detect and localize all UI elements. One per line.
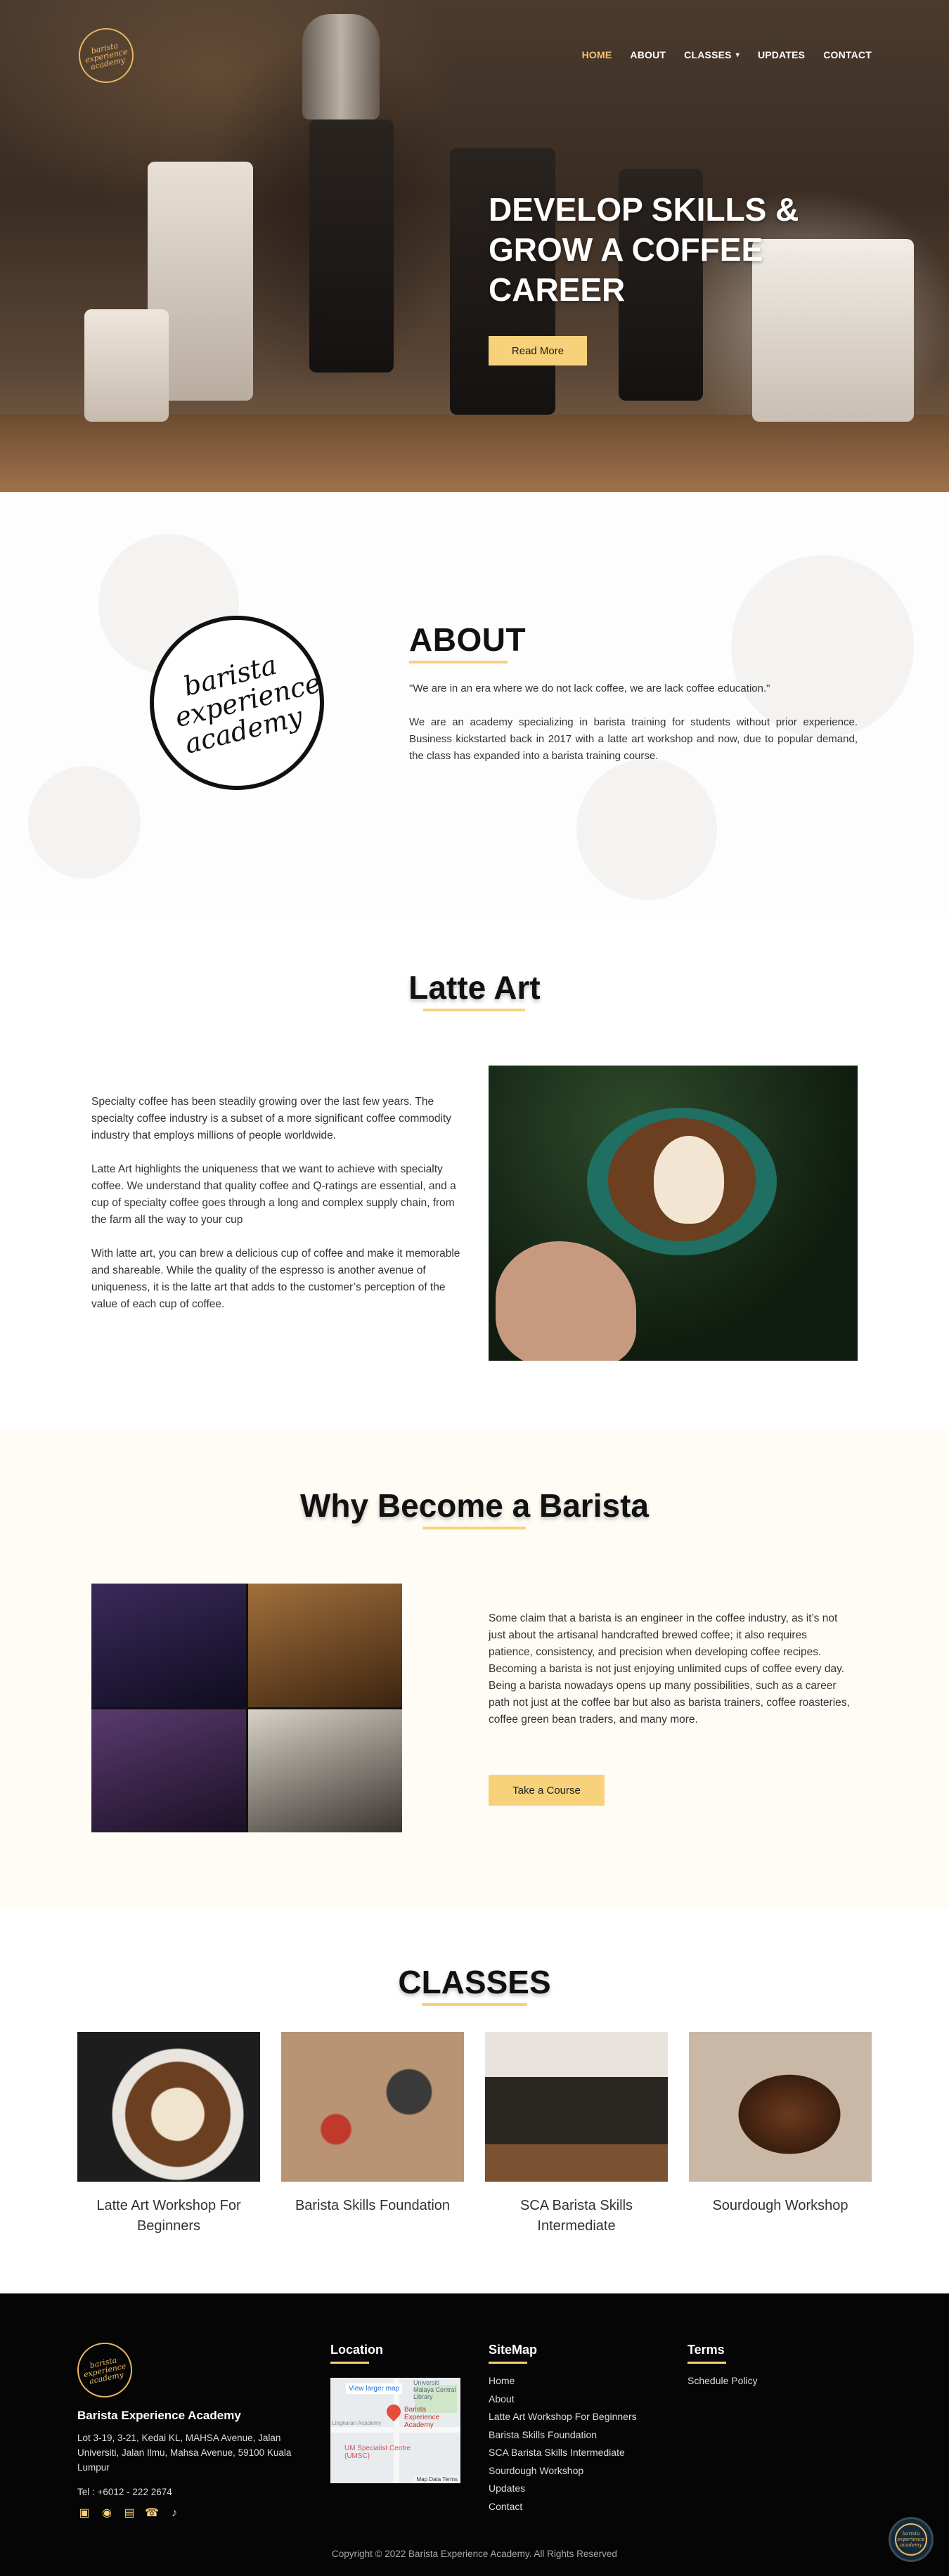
nav-classes[interactable] bbox=[684, 49, 740, 60]
why-barista-heading: Why Become a Barista bbox=[300, 1487, 649, 1524]
footer-logo-text: barista experience academy bbox=[82, 2355, 127, 2386]
map-road-label: Lingkaran Academy bbox=[332, 2420, 382, 2426]
latte-art-photo bbox=[489, 1066, 858, 1361]
top-nav bbox=[0, 0, 949, 112]
latte-art-text bbox=[91, 1094, 464, 1330]
map-poi-1: Universiti Malaya Central Library bbox=[413, 2379, 456, 2400]
class-image[interactable] bbox=[77, 2032, 260, 2182]
footer-sitemap-heading: SiteMap bbox=[489, 2343, 538, 2357]
facebook-icon[interactable]: ▣ bbox=[79, 2507, 90, 2519]
why-barista-collage bbox=[91, 1584, 402, 1832]
footer-terms-underline bbox=[687, 2362, 726, 2364]
take-a-course-button[interactable]: Take a Course bbox=[489, 1775, 605, 1806]
nav-contact-label: CONTACT bbox=[823, 49, 872, 60]
latte-art-paragraph: With latte art, you can brew a delicious cup of coffee and make it memorable and shareable. While the quality of the espresso is another avenue of uniqueness, it is the latte art that adds to the customer’s perception of the value of each cup of coffee. bbox=[91, 1248, 460, 1310]
background-blob bbox=[576, 759, 717, 900]
class-title[interactable]: SCA Barista Skills Intermediate bbox=[519, 2198, 633, 2234]
nav-about-label: ABOUT bbox=[630, 49, 666, 60]
site-logo-text: barista experience academy bbox=[84, 40, 129, 72]
map-link[interactable]: View larger map bbox=[346, 2383, 402, 2394]
chat-widget-button[interactable] bbox=[889, 2517, 934, 2562]
terms-list bbox=[687, 2374, 758, 2388]
social-links bbox=[77, 2506, 181, 2520]
grinder-body bbox=[309, 119, 394, 373]
footer-sitemap-underline bbox=[489, 2362, 527, 2364]
map-poi-2: UM Specialist Centre (UMSC) bbox=[344, 2445, 411, 2460]
map-footer: Map Data Terms bbox=[413, 2475, 460, 2483]
site-logo[interactable] bbox=[74, 23, 139, 89]
footer-company-name: Barista Experience Academy bbox=[77, 2409, 241, 2422]
footer-location-heading: Location bbox=[330, 2343, 383, 2357]
collage-tile bbox=[91, 1709, 246, 1833]
nav-links bbox=[582, 49, 872, 60]
class-card-barista-skills[interactable] bbox=[281, 2032, 464, 2216]
whatsapp-icon[interactable]: ☎ bbox=[145, 2507, 159, 2519]
sitemap-barista-skills[interactable]: Barista Skills Foundation bbox=[489, 2428, 598, 2440]
terms-schedule-policy[interactable]: Schedule Policy bbox=[687, 2375, 758, 2386]
location-map[interactable] bbox=[330, 2378, 460, 2483]
footer-location-underline bbox=[330, 2362, 369, 2364]
copyright: Copyright © 2022 Barista Experience Academy. All Rights Reserved bbox=[332, 2549, 617, 2559]
sitemap-contact[interactable]: Contact bbox=[489, 2500, 523, 2512]
sitemap-sourdough[interactable]: Sourdough Workshop bbox=[489, 2464, 584, 2476]
footer-terms-heading: Terms bbox=[687, 2343, 725, 2357]
classes-section bbox=[0, 1908, 949, 2293]
class-image[interactable] bbox=[281, 2032, 464, 2182]
about-logo-text: barista experience academy bbox=[172, 649, 324, 760]
about-paragraph: We are an academy specializing in barista training for students without prior experience. Business kickstarted back in 2017 with a latte art workshop and now, due to popular demand, the class has expanded into a barista training course. bbox=[409, 716, 858, 762]
sitemap-sca-intermediate[interactable]: SCA Barista Skills Intermediate bbox=[489, 2447, 625, 2458]
sitemap-updates[interactable]: Updates bbox=[489, 2483, 526, 2494]
grinder-small bbox=[84, 309, 169, 422]
hero-section bbox=[0, 0, 949, 492]
nav-home[interactable] bbox=[582, 49, 612, 60]
hand-shape bbox=[496, 1241, 636, 1361]
nav-contact[interactable] bbox=[823, 49, 872, 60]
about-section bbox=[0, 492, 949, 914]
about-quote: "We are in an era where we do not lack coffee, we are lack coffee education." bbox=[409, 682, 770, 694]
sitemap-latte-art[interactable]: Latte Art Workshop For Beginners bbox=[489, 2411, 637, 2422]
nav-updates[interactable] bbox=[758, 49, 805, 60]
about-heading: ABOUT bbox=[409, 621, 527, 658]
class-title[interactable]: Latte Art Workshop For Beginners bbox=[96, 2198, 241, 2234]
latte-art-paragraph: Specialty coffee has been steadily growing over the last few years. The specialty coffee industry is a subset of a more significant coffee commodity industry that employs millions of people worldwide. bbox=[91, 1096, 452, 1141]
class-image[interactable] bbox=[689, 2032, 872, 2182]
latte-art-heart bbox=[654, 1136, 724, 1224]
class-card-sourdough[interactable] bbox=[689, 2032, 872, 2216]
site-footer bbox=[0, 2293, 949, 2576]
classes-heading-underline bbox=[422, 2003, 527, 2006]
sitemap-list bbox=[489, 2374, 637, 2513]
footer-address: Lot 3-19, 3-21, Kedai KL, MAHSA Avenue, Jalan Universiti, Jalan Ilmu, Mahsa Avenue, 59100 Kuala Lumpur bbox=[77, 2433, 292, 2473]
sitemap-home[interactable]: Home bbox=[489, 2375, 515, 2386]
read-more-button[interactable]: Read More bbox=[489, 336, 587, 365]
why-barista-paragraph: Some claim that a barista is an engineer in the coffee industry, as it’s not just about the artisanal handcrafted brewed coffee; it also requires patience, consistency, and precision when developing coffee recipes. Becoming a barista is not just enjoying unlimited cups of coffee every day. Being a barista nowadays opens up many possibilities, such as a career path not just at the coffee bar but also as barista trainers, coffee roasteries, coffee green bean traders, and many more. bbox=[489, 1612, 850, 1726]
sitemap-about[interactable]: About bbox=[489, 2393, 515, 2405]
instagram-icon[interactable]: ◉ bbox=[102, 2507, 112, 2519]
nav-home-label: HOME bbox=[581, 49, 612, 60]
footer-logo[interactable] bbox=[72, 2338, 138, 2403]
nav-updates-label: UPDATES bbox=[757, 49, 806, 60]
class-title[interactable]: Barista Skills Foundation bbox=[295, 2198, 451, 2213]
why-barista-section bbox=[0, 1430, 949, 1908]
chat-widget-logo: barista experience academy bbox=[895, 2523, 927, 2556]
about-logo bbox=[150, 616, 324, 790]
collage-tile bbox=[248, 1584, 403, 1707]
chevron-down-icon: ▾ bbox=[735, 51, 740, 59]
class-title[interactable]: Sourdough Workshop bbox=[712, 2198, 848, 2213]
location-pin-icon bbox=[384, 2402, 404, 2421]
shop-icon[interactable]: ▤ bbox=[124, 2507, 135, 2519]
about-heading-underline bbox=[409, 661, 508, 664]
footer-phone[interactable]: Tel : +6012 - 222 2674 bbox=[77, 2487, 172, 2497]
why-barista-heading-underline bbox=[422, 1527, 526, 1529]
background-blob bbox=[731, 555, 914, 738]
nav-about[interactable] bbox=[630, 49, 666, 60]
hero-bench bbox=[0, 415, 949, 492]
classes-heading: CLASSES bbox=[398, 1964, 551, 2000]
latte-art-section bbox=[0, 914, 949, 1430]
collage-tile bbox=[91, 1584, 246, 1707]
latte-art-paragraph: Latte Art highlights the uniqueness that we want to achieve with specialty coffee. We understand that quality coffee and Q-ratings are essential, and a cup of specialty coffee goes through a long and complex supply chain, from the farm all the way to your cup bbox=[91, 1163, 456, 1226]
class-image[interactable] bbox=[485, 2032, 668, 2182]
tiktok-icon[interactable]: ♪ bbox=[172, 2507, 177, 2519]
collage-tile bbox=[248, 1709, 403, 1833]
class-card-sca-intermediate[interactable] bbox=[485, 2032, 668, 2237]
map-place: Barista Experience Academy bbox=[404, 2406, 440, 2429]
nav-classes-label: CLASSES bbox=[684, 49, 732, 60]
background-blob bbox=[28, 766, 141, 879]
latte-art-heading-underline bbox=[423, 1009, 525, 1011]
latte-art-heading: Latte Art bbox=[408, 969, 541, 1006]
hero-title: DEVELOP SKILLS & GROW A COFFEE CAREER bbox=[489, 191, 799, 308]
class-card-latte-art[interactable] bbox=[77, 2032, 260, 2237]
